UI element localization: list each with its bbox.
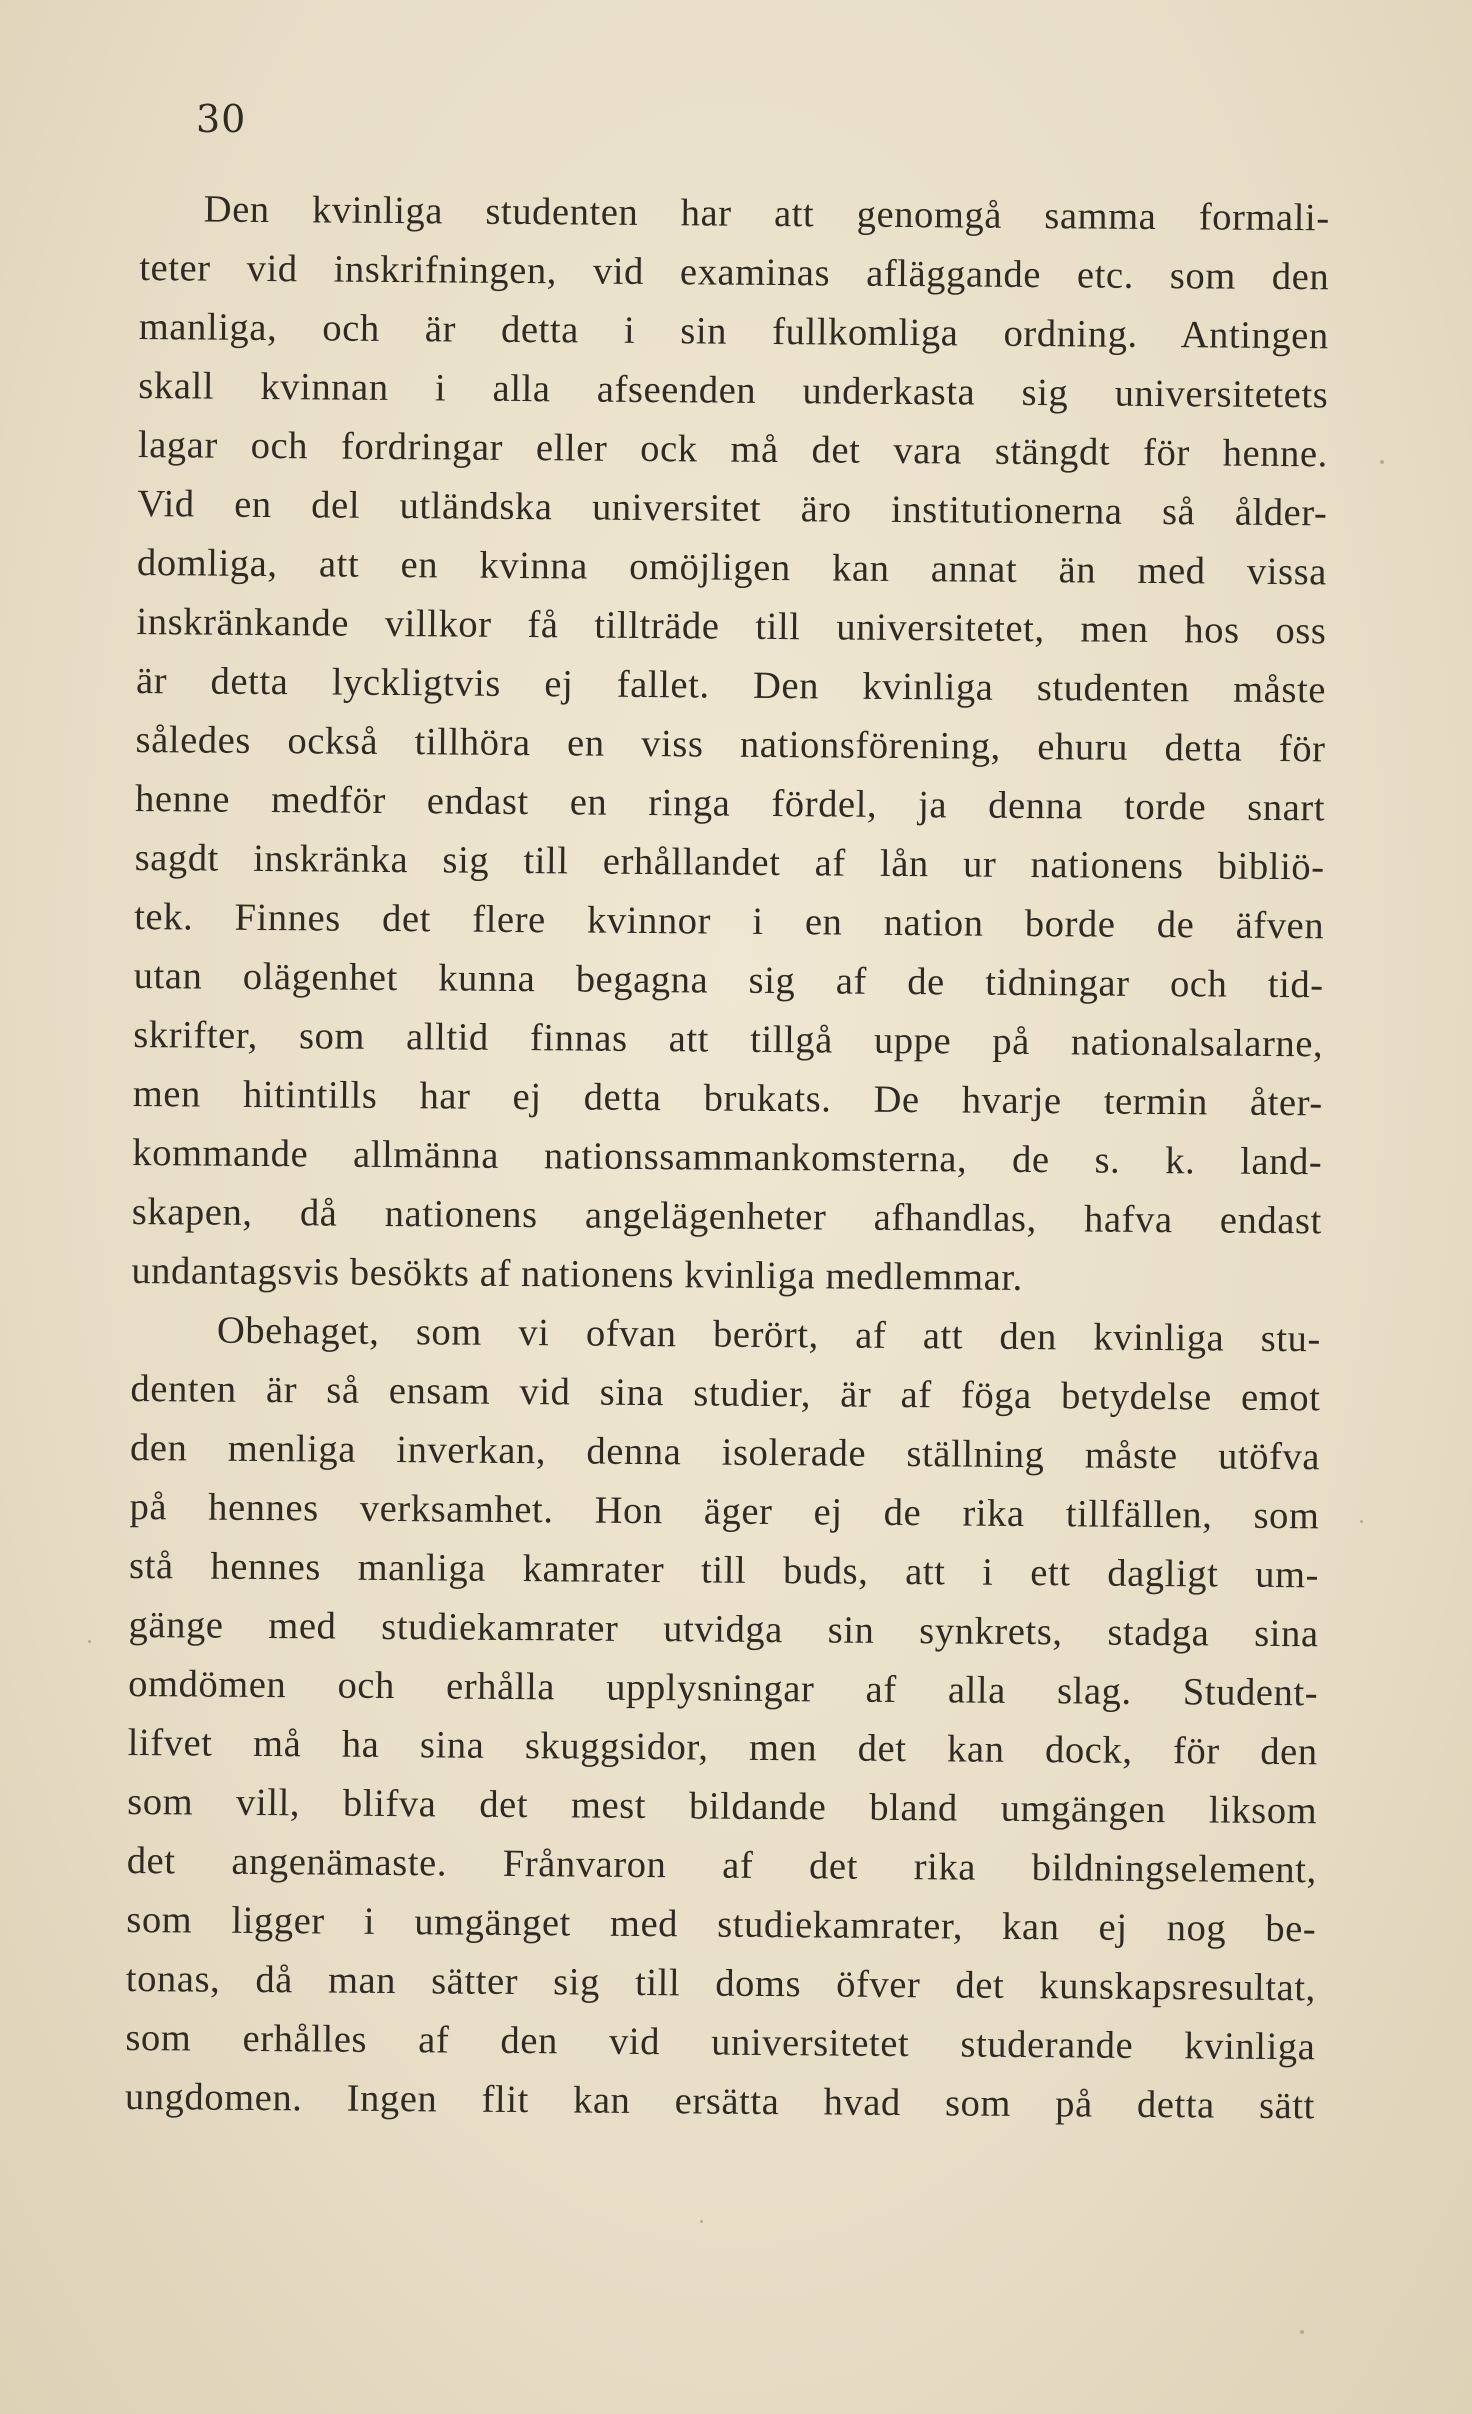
text-line: lifvet må ha sina skuggsidor, men det kan dock, för den	[127, 1721, 1318, 1774]
text-line: omdömen och erhålla upplysningar af alla slag. Student-	[128, 1662, 1319, 1715]
paper-speck	[1380, 460, 1384, 464]
text-line: den menliga inverkan, denna isolerade ställning måste utöfva	[129, 1426, 1321, 1479]
text-line: som ligger i umgänget med studiekamrater, kan ej nog be-	[126, 1898, 1317, 1951]
text-line: skapen, då nationens angelägenheter afhandlas, hafva endast	[131, 1190, 1323, 1243]
page-number: 30	[196, 97, 247, 141]
text-line: henne medför endast en ringa fördel, ja denna torde snart	[134, 777, 1326, 830]
body-text	[125, 180, 1330, 2136]
text-line: lagar och fordringar eller ock må det vara stängdt för henne.	[137, 423, 1329, 476]
text-line: skrifter, som alltid finnas att tillgå uppe på nationalsalarne,	[133, 1013, 1324, 1066]
text-line: undantagsvis besökts af nationens kvinliga medlemmar.	[131, 1249, 1024, 1299]
text-line: det angenämaste. Frånvaron af det rika bildningselement,	[126, 1839, 1317, 1892]
text-line: tonas, då man sätter sig till doms öfver det kunskapsresultat,	[125, 1957, 1316, 2010]
text-line: som vill, blifva det mest bildande bland umgängen liksom	[127, 1780, 1318, 1833]
text-line: Den kvinliga studenten har att genomgå samma formali-	[203, 188, 1330, 240]
text-line: kommande allmänna nationssammankomsterna, de s. k. land-	[132, 1131, 1323, 1184]
text-line: som erhålles af den vid universitetet studerande kvinliga	[125, 2016, 1316, 2069]
paper-speck	[1360, 1520, 1363, 1523]
text-line: skall kvinnan i alla afseenden underkasta sig universitetets	[138, 364, 1329, 417]
text-line: sagdt inskränka sig till erhållandet af lån ur nationens bibliö-	[134, 836, 1325, 889]
text-line: är detta lyckligtvis ej fallet. Den kvinliga studenten måste	[135, 659, 1327, 712]
text-line: denten är så ensam vid sina studier, är af föga betydelse emot	[130, 1367, 1321, 1420]
text-line: Vid en del utländska universitet äro institutionerna så ålder-	[137, 482, 1328, 535]
paper-speck	[88, 1640, 91, 1643]
text-line: ungdomen. Ingen flit kan ersätta hvad som på detta sätt	[124, 2075, 1316, 2128]
text-line: inskränkande villkor få tillträde till universitetet, men hos oss	[136, 600, 1327, 653]
text-line: gänge med studiekamrater utvidga sin synkrets, stadga sina	[128, 1603, 1319, 1656]
paper-speck	[700, 2220, 703, 2223]
text-line: Obehaget, som vi ofvan berört, af att den kvinliga stu-	[216, 1309, 1322, 1361]
text-line: således också tillhöra en viss nationsförening, ehuru detta för	[135, 718, 1326, 771]
text-line: domliga, att en kvinna omöjligen kan annat än med vissa	[136, 541, 1328, 594]
text-line: manliga, och är detta i sin fullkomliga ordning. Antingen	[138, 305, 1329, 358]
text-line: utan olägenhet kunna begagna sig af de tidningar och tid-	[133, 954, 1324, 1007]
text-line: tek. Finnes det flere kvinnor i en nation borde de äfven	[134, 895, 1325, 948]
text-line: teter vid inskrifningen, vid examinas afläggande etc. som den	[139, 246, 1330, 299]
text-line: men hitintills har ej detta brukats. De hvarje termin åter-	[132, 1072, 1323, 1125]
paper-speck	[1300, 2330, 1304, 2334]
text-line: stå hennes manliga kamrater till buds, att i ett dagligt um-	[128, 1544, 1320, 1597]
text-line: på hennes verksamhet. Hon äger ej de rika tillfällen, som	[129, 1485, 1320, 1538]
